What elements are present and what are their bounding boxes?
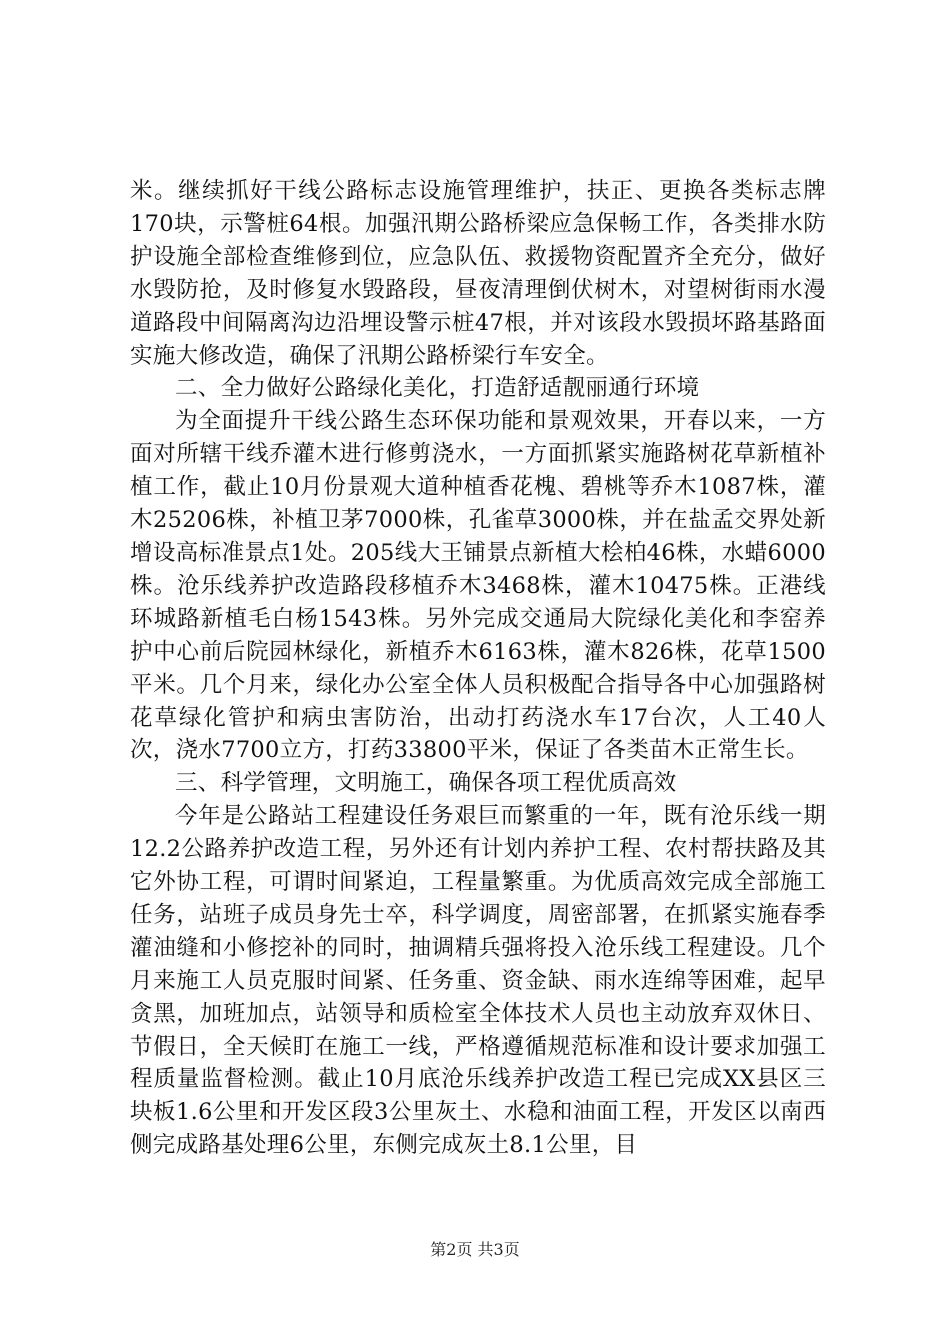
section-heading-2: 二、全力做好公路绿化美化，打造舒适靓丽通行环境 bbox=[175, 375, 700, 402]
section-heading-3: 三、科学管理，文明施工，确保各项工程优质高效 bbox=[175, 770, 677, 797]
paragraph-construction: 今年是公路站工程建设任务艰巨而繁重的一年，既有沧乐线一期12.2公路养护改造工程，另外还有计划内养护工程、农村帮扶路及其它外协工程，可谓时间紧迫，工程量繁重。为优质高效完成全部施工任务，站班子成员身先士卒，科学调度，周密部署，在抓紧实施春季灌油缝和小修挖补的同时，抽调精兵强将投入沧乐线工程建设。几个月来施工人员克服时间紧、任务重、资金缺、雨水连绵等困难，起早贪黑，加班加点，站领导和质检室全体技术人员也主动放弃双休日、节假日，全天候盯在施工一线，严格遵循规范标准和设计要求加强工程质量监督检测。截止10月底沧乐线养护改造工程已完成XX县区三块板1.6公里和开发区段3公里灰土、水稳和油面工程，开发区以南西侧完成路基处理6公里，东侧完成灰土8.1公里，目 bbox=[130, 803, 826, 1159]
document-body bbox=[130, 175, 826, 1162]
paragraph-continuation: 米。继续抓好干线公路标志设施管理维护，扶正、更换各类标志牌170块，示警桩64根。加强汛期公路桥梁应急保畅工作，各类排水防护设施全部检查维修到位，应急队伍、救援物资配置齐全充分，做好水毁防抢，及时修复水毁路段，昼夜清理倒伏树木，对望树街雨水漫道路段中间隔离沟边沿埋设警示桩47根，并对该段水毁损坏路基路面实施大修改造，确保了汛期公路桥梁行车安全。 bbox=[130, 178, 826, 369]
page-number-footer: 第2页 共3页 bbox=[430, 1240, 520, 1259]
paragraph-greening: 为全面提升干线公路生态环保功能和景观效果，开春以来，一方面对所辖干线乔灌木进行修剪浇水，一方面抓紧实施路树花草新植补植工作，截止10月份景观大道种植香花槐、碧桃等乔木1087株，灌木25206株，补植卫茅7000株，孔雀草3000株，并在盐孟交界处新增设高标准景点1处。205线大王铺景点新植大桧柏46株，水蜡6000株。沧乐线养护改造路段移植乔木3468株，灌木10475株。正港线环城路新植毛白杨1543株。另外完成交通局大院绿化美化和李窑养护中心前后院园林绿化，新植乔木6163株，灌木826株，花草1500平米。几个月来，绿化办公室全体人员积极配合指导各中心加强路树花草绿化管护和病虫害防治，出动打药浇水车17台次，人工40人次，浇水7700立方，打药33800平米，保证了各类苗木正常生长。 bbox=[130, 408, 826, 764]
